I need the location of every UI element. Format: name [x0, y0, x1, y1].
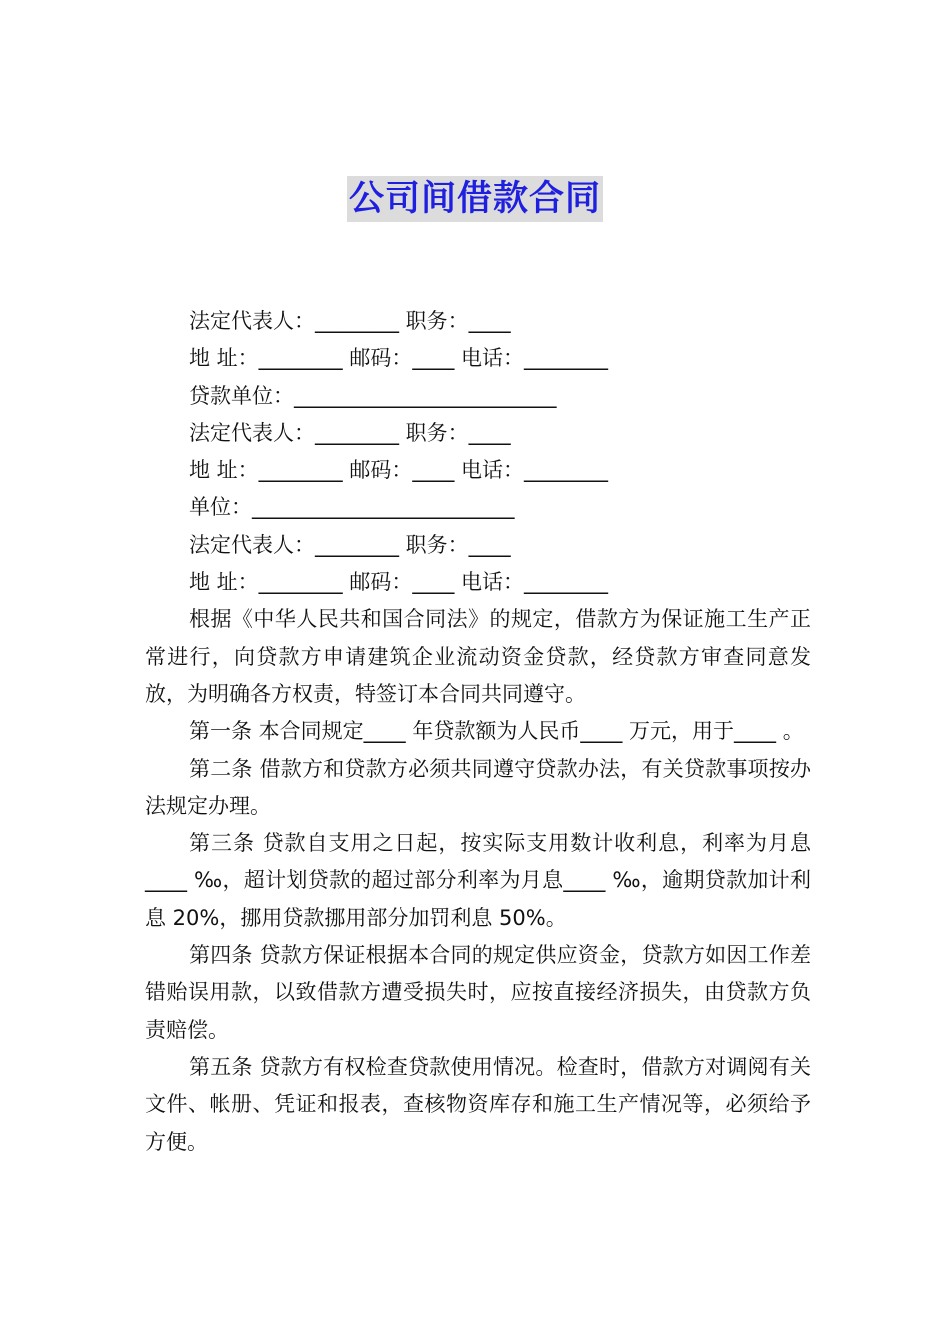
info-line-address-1: 地 址：________ 邮码：____ 电话：________: [189, 346, 609, 371]
info-line-legal-rep-3: 法定代表人：________ 职务：____: [189, 532, 511, 557]
info-line-legal-rep-2: 法定代表人：________ 职务：____: [189, 420, 511, 445]
document-title: 公司间借款合同: [347, 176, 603, 222]
preamble-paragraph: 根据《中华人民共和国合同法》的规定，借款方为保证施工生产正常进行，向贷款方申请建筑企业流动资金贷款，经贷款方审查同意发放，为明确各方权责，特签订本合同共同遵守。: [145, 607, 811, 706]
document-title-block: [0, 176, 950, 222]
article-3: 第三条 贷款自支用之日起，按实际支用数计收利息，利率为月息____ ‰，超计划贷款的超过部分利率为月息____ ‰，逾期贷款加计利息 20%，挪用贷款挪用部分加罚利息 50%。: [145, 831, 811, 930]
info-line-address-2: 地 址：________ 邮码：____ 电话：________: [189, 458, 609, 483]
info-line-unit: 单位：_________________________: [189, 495, 515, 520]
article-1: 第一条 本合同规定____ 年贷款额为人民币____ 万元，用于____ 。: [189, 719, 804, 744]
article-4: 第四条 贷款方保证根据本合同的规定供应资金，贷款方如因工作差错贻误用款，以致借款方遭受损失时，应按直接经济损失，由贷款方负责赔偿。: [145, 943, 811, 1042]
article-5: 第五条 贷款方有权检查贷款使用情况。检查时，借款方对调阅有关文件、帐册、凭证和报表，查核物资库存和施工生产情况等，必须给予方便。: [145, 1054, 811, 1154]
info-line-address-3: 地 址：________ 邮码：____ 电话：________: [189, 570, 609, 595]
article-2: 第二条 借款方和贷款方必须共同遵守贷款办法，有关贷款事项按办法规定办理。: [145, 756, 811, 818]
info-line-legal-rep-1: 法定代表人：________ 职务：____: [189, 309, 511, 333]
info-line-lender-unit: 贷款单位：_________________________: [189, 383, 557, 408]
document-body: [145, 303, 811, 1161]
